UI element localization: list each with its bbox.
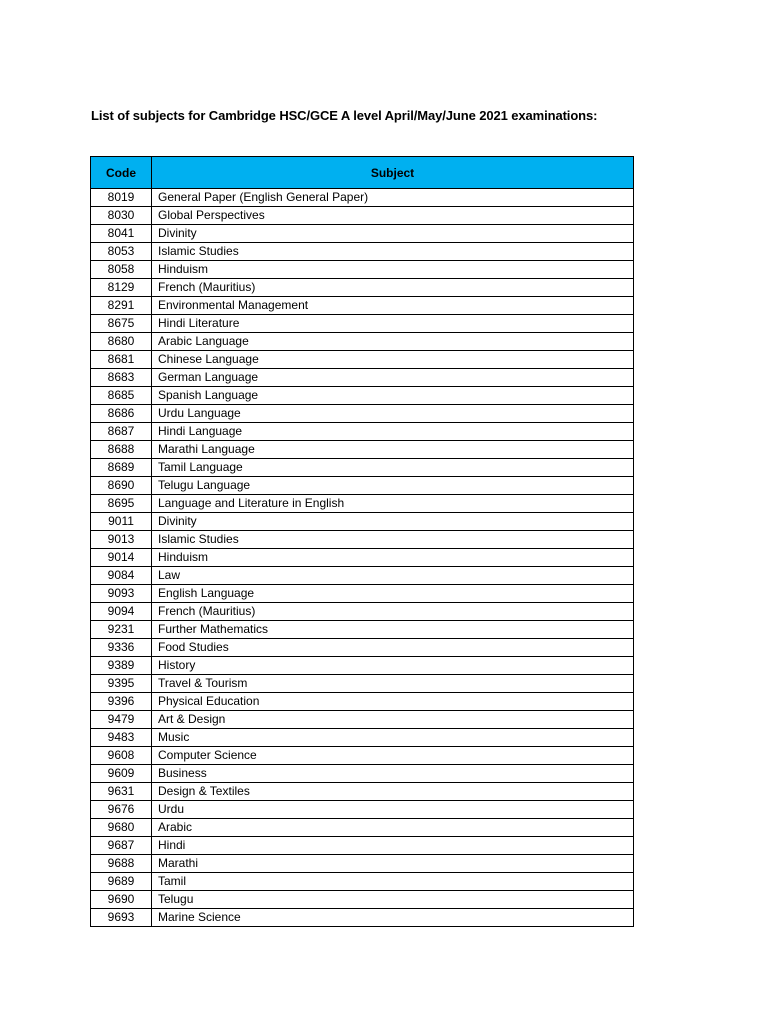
subject-code-cell: 9013	[91, 531, 152, 549]
subject-code-cell: 8683	[91, 369, 152, 387]
subject-code-cell: 9676	[91, 801, 152, 819]
subject-code-cell: 8687	[91, 423, 152, 441]
table-row	[91, 693, 634, 711]
subject-name-cell: General Paper (English General Paper)	[152, 189, 634, 207]
table-row	[91, 639, 634, 657]
subject-name-cell: Computer Science	[152, 747, 634, 765]
table-row	[91, 459, 634, 477]
subject-name-cell: Further Mathematics	[152, 621, 634, 639]
subject-name-cell: Travel & Tourism	[152, 675, 634, 693]
subject-code-cell: 9094	[91, 603, 152, 621]
table-row	[91, 765, 634, 783]
table-row	[91, 351, 634, 369]
subject-code-cell: 9690	[91, 891, 152, 909]
subject-code-cell: 8030	[91, 207, 152, 225]
subject-name-cell: Language and Literature in English	[152, 495, 634, 513]
subject-code-cell: 9688	[91, 855, 152, 873]
subject-name-cell: Physical Education	[152, 693, 634, 711]
table-row	[91, 369, 634, 387]
subject-code-cell: 9631	[91, 783, 152, 801]
table-row	[91, 423, 634, 441]
subject-name-cell: Chinese Language	[152, 351, 634, 369]
table-row	[91, 837, 634, 855]
subject-name-cell: Hindi Literature	[152, 315, 634, 333]
table-row	[91, 711, 634, 729]
subjects-table	[90, 156, 634, 927]
subject-name-cell: Art & Design	[152, 711, 634, 729]
subject-name-cell: Islamic Studies	[152, 243, 634, 261]
table-row	[91, 621, 634, 639]
subject-code-cell: 9680	[91, 819, 152, 837]
table-row	[91, 603, 634, 621]
table-row	[91, 297, 634, 315]
table-row	[91, 783, 634, 801]
subject-name-cell: Hinduism	[152, 549, 634, 567]
subject-code-cell: 9609	[91, 765, 152, 783]
table-row	[91, 801, 634, 819]
subject-code-cell: 8688	[91, 441, 152, 459]
table-row	[91, 855, 634, 873]
subject-code-cell: 8019	[91, 189, 152, 207]
subject-name-cell: Urdu Language	[152, 405, 634, 423]
subject-code-cell: 9479	[91, 711, 152, 729]
table-row	[91, 405, 634, 423]
table-row	[91, 207, 634, 225]
table-row	[91, 279, 634, 297]
table-row	[91, 729, 634, 747]
subject-name-cell: Tamil Language	[152, 459, 634, 477]
page-title: List of subjects for Cambridge HSC/GCE A level April/May/June 2021 examinations:	[91, 108, 598, 123]
table-row	[91, 747, 634, 765]
subject-name-cell: English Language	[152, 585, 634, 603]
subject-code-cell: 9389	[91, 657, 152, 675]
subject-code-cell: 8058	[91, 261, 152, 279]
subject-code-cell: 8129	[91, 279, 152, 297]
table-header-row	[91, 157, 634, 189]
subject-name-cell: Divinity	[152, 225, 634, 243]
subject-code-cell: 9011	[91, 513, 152, 531]
subject-code-cell: 9336	[91, 639, 152, 657]
table-row	[91, 657, 634, 675]
table-row	[91, 819, 634, 837]
subject-code-cell: 8681	[91, 351, 152, 369]
table-row	[91, 531, 634, 549]
table-row	[91, 315, 634, 333]
subject-code-cell: 8685	[91, 387, 152, 405]
subject-name-cell: Spanish Language	[152, 387, 634, 405]
table-row	[91, 513, 634, 531]
subject-name-cell: Telugu	[152, 891, 634, 909]
subject-name-cell: Islamic Studies	[152, 531, 634, 549]
subject-name-cell: Business	[152, 765, 634, 783]
table-row	[91, 189, 634, 207]
subject-code-cell: 9014	[91, 549, 152, 567]
table-row	[91, 567, 634, 585]
table-row	[91, 441, 634, 459]
subject-name-cell: Arabic	[152, 819, 634, 837]
subject-code-cell: 9093	[91, 585, 152, 603]
table-row	[91, 261, 634, 279]
subject-code-cell: 9231	[91, 621, 152, 639]
subject-code-cell: 8680	[91, 333, 152, 351]
table-row	[91, 225, 634, 243]
subject-code-cell: 8695	[91, 495, 152, 513]
subject-code-cell: 9608	[91, 747, 152, 765]
subject-code-cell: 9396	[91, 693, 152, 711]
subject-name-cell: Environmental Management	[152, 297, 634, 315]
subject-name-cell: History	[152, 657, 634, 675]
table-row	[91, 585, 634, 603]
subject-name-cell: Divinity	[152, 513, 634, 531]
subject-code-cell: 8041	[91, 225, 152, 243]
subject-name-cell: French (Mauritius)	[152, 603, 634, 621]
table-row	[91, 549, 634, 567]
subject-name-cell: Telugu Language	[152, 477, 634, 495]
table-row	[91, 675, 634, 693]
subject-name-cell: Food Studies	[152, 639, 634, 657]
subject-name-cell: Arabic Language	[152, 333, 634, 351]
subject-name-cell: Music	[152, 729, 634, 747]
subject-name-cell: Hinduism	[152, 261, 634, 279]
table-row	[91, 495, 634, 513]
subject-name-cell: Marathi	[152, 855, 634, 873]
subject-code-cell: 8675	[91, 315, 152, 333]
subject-name-cell: German Language	[152, 369, 634, 387]
subject-name-cell: French (Mauritius)	[152, 279, 634, 297]
subject-code-cell: 9689	[91, 873, 152, 891]
column-header-code: Code	[91, 157, 152, 189]
subject-code-cell: 8053	[91, 243, 152, 261]
table-row	[91, 477, 634, 495]
table-row	[91, 891, 634, 909]
table-row	[91, 333, 634, 351]
subject-name-cell: Global Perspectives	[152, 207, 634, 225]
subject-name-cell: Marathi Language	[152, 441, 634, 459]
subject-name-cell: Hindi	[152, 837, 634, 855]
subject-name-cell: Law	[152, 567, 634, 585]
subject-name-cell: Marine Science	[152, 909, 634, 927]
subject-code-cell: 8291	[91, 297, 152, 315]
table-body	[91, 189, 634, 927]
subject-name-cell: Tamil	[152, 873, 634, 891]
subject-name-cell: Hindi Language	[152, 423, 634, 441]
table-row	[91, 873, 634, 891]
subject-code-cell: 9084	[91, 567, 152, 585]
subject-code-cell: 9483	[91, 729, 152, 747]
table-row	[91, 387, 634, 405]
subject-code-cell: 9395	[91, 675, 152, 693]
column-header-subject: Subject	[152, 157, 634, 189]
subject-code-cell: 8689	[91, 459, 152, 477]
subject-code-cell: 9693	[91, 909, 152, 927]
subject-code-cell: 9687	[91, 837, 152, 855]
subject-code-cell: 8690	[91, 477, 152, 495]
table-row	[91, 243, 634, 261]
subject-code-cell: 8686	[91, 405, 152, 423]
subject-name-cell: Design & Textiles	[152, 783, 634, 801]
table-row	[91, 909, 634, 927]
subject-name-cell: Urdu	[152, 801, 634, 819]
